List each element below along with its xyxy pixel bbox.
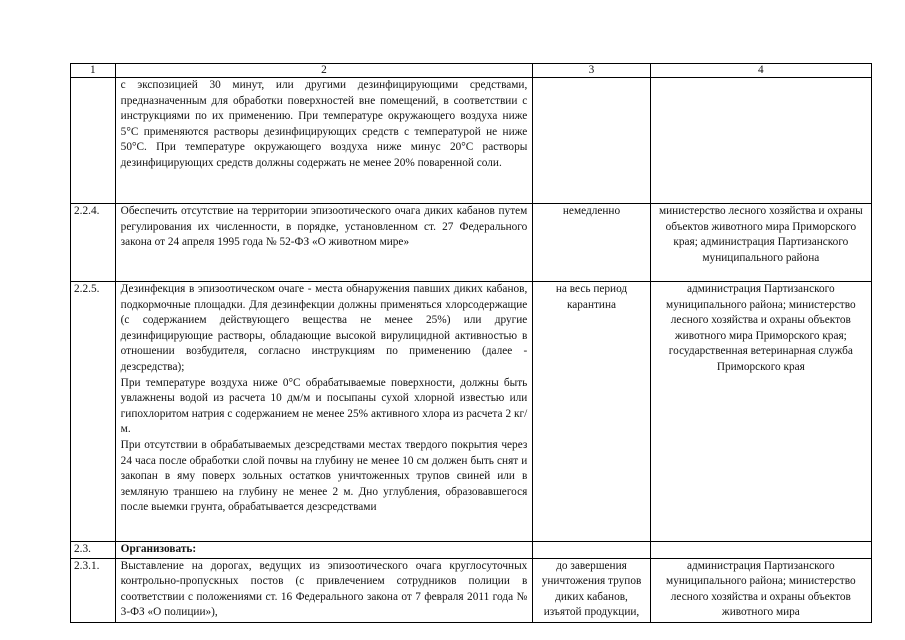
table-row — [71, 282, 872, 542]
row-number — [71, 78, 116, 204]
header-col-1: 1 — [71, 64, 116, 78]
measure-term: на весь период карантина — [533, 282, 650, 542]
measure-responsible: администрация Партизанского муниципального района; министерство лесного хозяйства и охраны объектов животного мира Приморского края; государственная ветеринарная служба Приморского края — [650, 282, 871, 542]
table-row — [71, 558, 872, 622]
measure-responsible: администрация Партизанского муниципального района; министерство лесного хозяйства и охраны объектов животного мира — [650, 558, 871, 622]
measure-paragraph: При температуре воздуха ниже 0°С обрабатываемые поверхности, должны быть увлажнены водой из расчета 10 дм/м и посыпаны сухой хлорной известью или гипохлоритом натрия с содержанием не менее 25% активного хлора из расчета 2 кг/м. — [120, 376, 528, 436]
section-heading: Организовать: — [115, 542, 533, 559]
header-col-3: 3 — [533, 64, 650, 78]
measures-table — [70, 63, 872, 623]
measure-term: до завершения уничтожения трупов диких кабанов, изъятой продукции, — [533, 558, 650, 622]
measure-paragraph: Дезинфекция в эпизоотическом очаге - места обнаружения павших диких кабанов, подкормочные площадки. Для дезинфекции должны применяться хлорсодержащие (с содержанием действующего вещества не менее 25%) или другие дезинфицирующие растворы, обладающие высокой вирулицидной активностью в отношении возбудителя, согласно инструкциям по применению (далее - дезсредства); — [120, 283, 528, 373]
measure-responsible — [650, 542, 871, 559]
row-number: 2.3. — [71, 542, 116, 559]
table-row — [71, 204, 872, 282]
measure-text: Выставление на дорогах, ведущих из эпизоотического очага круглосуточных контрольно-пропускных постов (с привлечением сотрудников полиции в соответствии с положениями ст. 16 Федерального закона от 7 февраля 2011 года № 3-ФЗ «О полиции»), — [115, 558, 533, 622]
measure-text: с экспозицией 30 минут, или другими дезинфицирующими средствами, предназначенным для обработки поверхностей вне помещений, в соответствии с инструкциями по их применению. При температуре окружающего воздуха ниже 5°С применяются растворы дезинфицирующих средств с температурой не ниже 50°С. При температуре окружающего воздуха ниже минус 20°С растворы дезинфицирующих средств должны содержать не менее 20% поваренной соли. — [115, 78, 533, 204]
measure-paragraph: При отсутствии в обрабатываемых дезсредствами местах твердого покрытия через 24 часа после обработки слой почвы на глубину не менее 10 см должен быть снят и закопан в яму поверх зольных остатков уничтоженных трупов свиней или в земляную траншею на глубину не менее 2 м. Дно углубления, образовавшегося после выемки грунта, обрабатывается дезсредствами — [120, 438, 528, 514]
header-col-2: 2 — [115, 64, 533, 78]
measure-responsible: министерство лесного хозяйства и охраны объектов животного мира Приморского края; администрация Партизанского муниципального района — [650, 204, 871, 282]
measure-term — [533, 78, 650, 204]
table-row — [71, 78, 872, 204]
row-number: 2.2.5. — [71, 282, 116, 542]
measure-text: Обеспечить отсутствие на территории эпизоотического очага диких кабанов путем регулирования их численности, в порядке, установленном ст. 27 Федерального закона от 24 апреля 1995 года № 52-ФЗ «О животном мире» — [115, 204, 533, 282]
measure-term — [533, 542, 650, 559]
table-header-row — [71, 64, 872, 78]
row-number: 2.2.4. — [71, 204, 116, 282]
table-row — [71, 542, 872, 559]
header-col-4: 4 — [650, 64, 871, 78]
row-number: 2.3.1. — [71, 558, 116, 622]
measure-term: немедленно — [533, 204, 650, 282]
measure-text — [115, 282, 533, 542]
measure-responsible — [650, 78, 871, 204]
